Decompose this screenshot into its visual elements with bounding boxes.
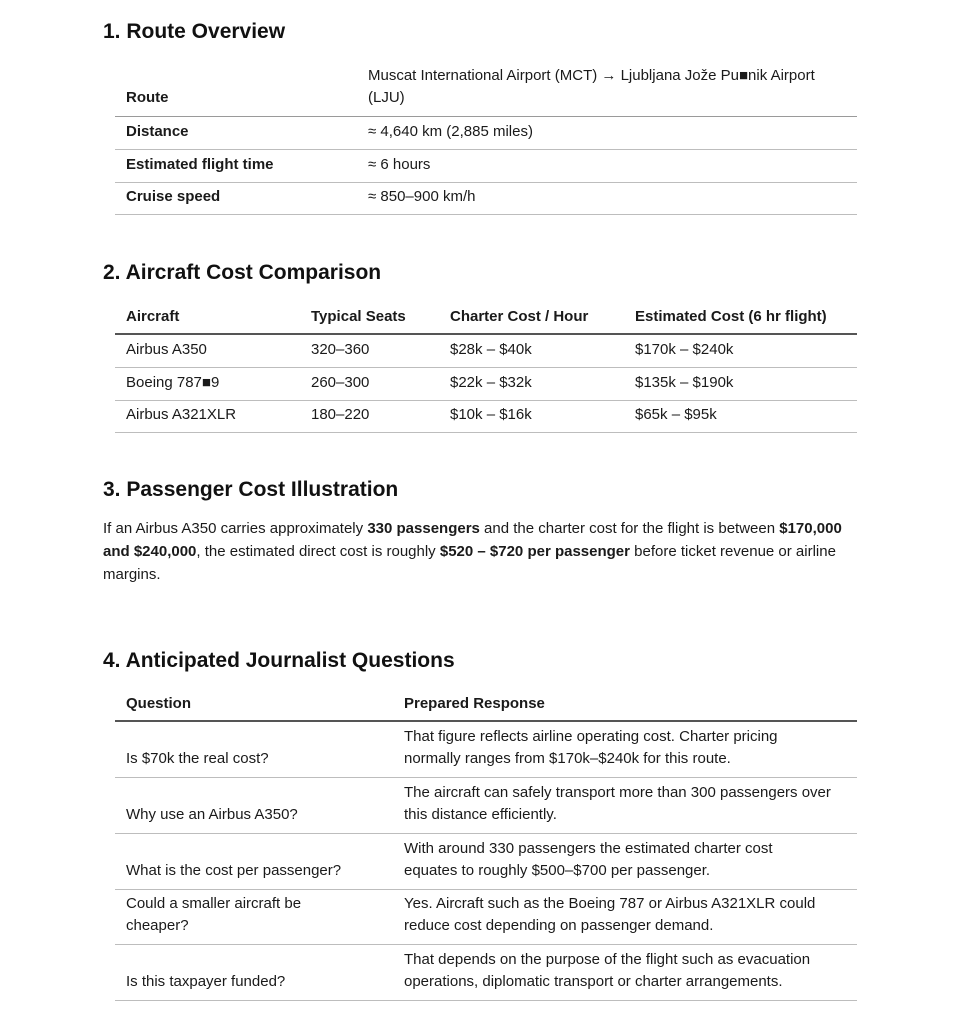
emphasis-charter-cost: $170,000 and $240,000 (103, 520, 842, 560)
table-row (115, 334, 857, 367)
row-label: Route (115, 64, 357, 116)
cell: Airbus A321XLR (115, 400, 300, 432)
response-cell: That depends on the purpose of the flight such as evacuation operations, diplomatic transport or charter arrangements. (393, 944, 857, 1000)
question-cell: Is this taxpayer funded? (115, 944, 393, 1000)
response-cell: The aircraft can safely transport more than 300 passengers over this distance efficiently. (393, 777, 857, 833)
row-value: Muscat International Airport (MCT) → Ljubljana Jože Pu■nik Airport (LJU) (357, 64, 857, 116)
section-title-route-overview: 1. Route Overview (103, 20, 286, 43)
column-header: Estimated Cost (6 hr flight) (624, 303, 857, 334)
response-cell: That figure reflects airline operating cost. Charter pricing normally ranges from $170k–$240k for this route. (393, 721, 857, 777)
text: and the charter cost for the flight is between (479, 520, 780, 537)
table-row (115, 400, 857, 432)
question-cell: What is the cost per passenger? (115, 833, 393, 889)
section-title-aircraft-cost: 2. Aircraft Cost Comparison (103, 261, 382, 284)
cell: $135k – $190k (624, 367, 857, 400)
row-value: ≈ 4,640 km (2,885 miles) (357, 116, 857, 149)
question-cell: Why use an Airbus A350? (115, 777, 393, 833)
table-row (115, 182, 857, 214)
text: before ticket revenue or airline margins. (103, 543, 836, 583)
table-row (115, 64, 857, 116)
table-row (115, 149, 857, 182)
cell: $10k – $16k (439, 400, 624, 432)
cell: $65k – $95k (624, 400, 857, 432)
emphasis-per-passenger-cost: $520 – $720 per passenger (439, 543, 630, 560)
text: , the estimated direct cost is roughly (196, 543, 440, 560)
table-header-row (115, 692, 857, 721)
cell: $22k – $32k (439, 367, 624, 400)
question-cell: Could a smaller aircraft be cheaper? (115, 889, 393, 944)
journalist-questions-table (115, 692, 857, 1001)
cell: 320–360 (300, 334, 439, 367)
column-header: Typical Seats (300, 303, 439, 334)
question-cell: Is $70k the real cost? (115, 721, 393, 777)
table-row (115, 889, 857, 944)
text: If an Airbus A350 carries approximately (103, 520, 368, 537)
table-row (115, 721, 857, 777)
row-value: ≈ 850–900 km/h (357, 182, 857, 214)
table-row (115, 833, 857, 889)
response-cell: Yes. Aircraft such as the Boeing 787 or Airbus A321XLR could reduce cost depending on passenger demand. (393, 889, 857, 944)
section-title-journalist-questions: 4. Anticipated Journalist Questions (103, 649, 455, 672)
row-value: ≈ 6 hours (357, 149, 857, 182)
route-overview-table (115, 64, 857, 215)
aircraft-cost-table (115, 303, 857, 433)
table-row (115, 944, 857, 1000)
passenger-cost-paragraph (103, 517, 863, 586)
column-header: Question (115, 692, 393, 721)
table-row (115, 777, 857, 833)
cell: $170k – $240k (624, 334, 857, 367)
cell: 180–220 (300, 400, 439, 432)
row-label: Estimated flight time (115, 149, 357, 182)
table-row (115, 116, 857, 149)
cell: $28k – $40k (439, 334, 624, 367)
table-header-row (115, 303, 857, 334)
emphasis-passengers: 330 passengers (367, 520, 480, 537)
cell: Airbus A350 (115, 334, 300, 367)
cell: Boeing 787■9 (115, 367, 300, 400)
table-row (115, 367, 857, 400)
section-title-passenger-cost: 3. Passenger Cost Illustration (103, 478, 399, 501)
row-label: Distance (115, 116, 357, 149)
row-label: Cruise speed (115, 182, 357, 214)
column-header: Prepared Response (393, 692, 857, 721)
response-cell: With around 330 passengers the estimated charter cost equates to roughly $500–$700 per passenger. (393, 833, 857, 889)
column-header: Aircraft (115, 303, 300, 334)
cell: 260–300 (300, 367, 439, 400)
column-header: Charter Cost / Hour (439, 303, 624, 334)
